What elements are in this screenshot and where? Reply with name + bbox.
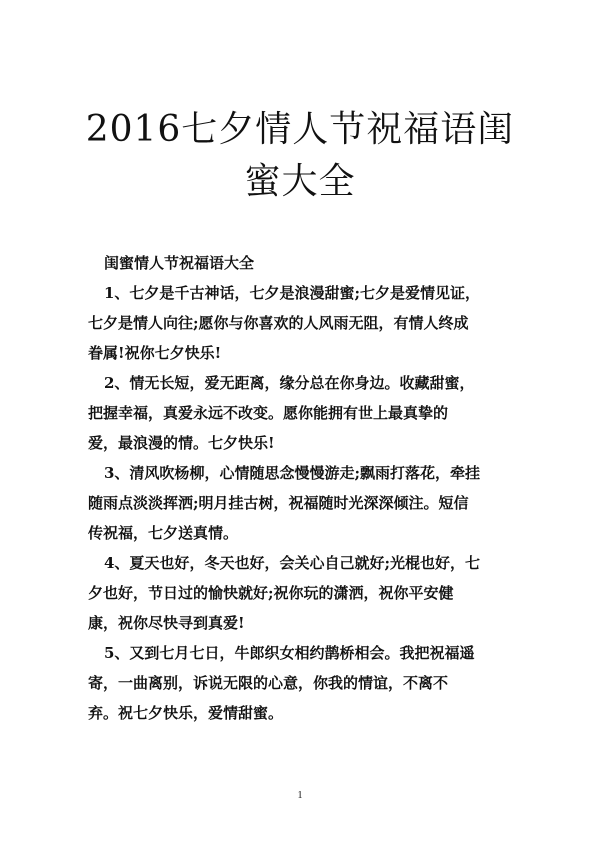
- blessing-item-4: [88, 548, 528, 638]
- blessing-line: 眷属!祝你七夕快乐!: [88, 344, 222, 362]
- title-line-2: 蜜大全: [244, 161, 356, 202]
- blessing-line: 3、清风吹杨柳，心情随思念慢慢游走;飘雨打落花，牵挂: [104, 464, 480, 482]
- blessing-line: 寄，一曲离别，诉说无限的心意，你我的情谊，不离不: [88, 674, 449, 692]
- document-title: [60, 104, 540, 208]
- blessing-item-2: [88, 368, 528, 458]
- blessing-item-3: [88, 458, 528, 548]
- blessing-line: 4、夏天也好，冬天也好，会关心自己就好;光棍也好，七: [104, 554, 480, 572]
- blessing-item-5: [88, 638, 528, 728]
- blessing-line: 爱，最浪漫的情。七夕快乐!: [88, 434, 275, 452]
- blessing-line: 弃。祝七夕快乐，爱情甜蜜。: [88, 704, 284, 722]
- blessing-line: 随雨点淡淡挥洒;明月挂古树，祝福随时光深深倾注。短信: [88, 494, 469, 512]
- section-subtitle: 闺蜜情人节祝福语大全: [104, 254, 255, 272]
- blessing-line: 康，祝你尽快寻到真爱!: [88, 614, 245, 632]
- blessing-line: 2、情无长短，爱无距离，缘分总在你身边。收藏甜蜜，: [104, 374, 475, 392]
- blessing-line: 夕也好，节日过的愉快就好;祝你玩的潇洒，祝你平安健: [88, 584, 454, 602]
- blessing-line: 5、又到七月七日，牛郎织女相约鹊桥相会。我把祝福遥: [104, 644, 475, 662]
- document-body: [88, 248, 528, 728]
- blessing-line: 把握幸福，真爱永远不改变。愿你能拥有世上最真挚的: [88, 404, 449, 422]
- blessing-line: 1、七夕是千古神话，七夕是浪漫甜蜜;七夕是爱情见证，: [104, 284, 480, 302]
- title-line-1: 2016七夕情人节祝福语闺: [85, 109, 515, 150]
- blessing-line: 七夕是情人向往;愿你与你喜欢的人风雨无阻，有情人终成: [88, 314, 469, 332]
- blessing-item-1: [88, 278, 528, 368]
- blessing-line: 传祝福，七夕送真情。: [88, 524, 239, 542]
- page-number: 1: [297, 790, 303, 801]
